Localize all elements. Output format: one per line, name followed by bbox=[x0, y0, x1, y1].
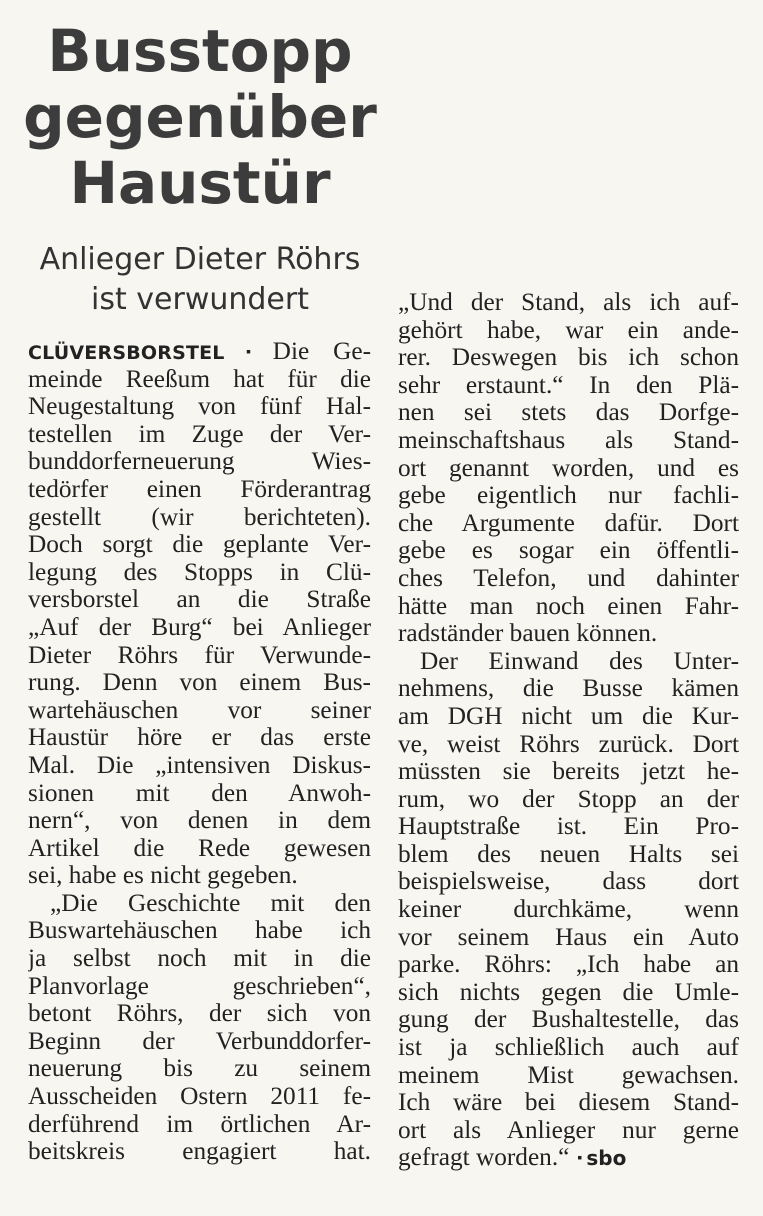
article-line-text: Der Einwand des Unter- bbox=[420, 647, 739, 675]
article-line bbox=[398, 1006, 739, 1034]
article-line bbox=[28, 366, 371, 394]
article-line-text: Ich wäre bei diesem Stand- bbox=[398, 1089, 739, 1117]
article-line-text: sionen mit den Anwoh- bbox=[28, 779, 371, 807]
article-line-text: derführend im örtlichen Ar- bbox=[28, 1110, 371, 1138]
article-line bbox=[28, 504, 371, 532]
article-line-text: Die Ge- bbox=[272, 338, 371, 365]
article-line bbox=[398, 593, 739, 621]
article-line bbox=[398, 1062, 739, 1090]
article-line bbox=[28, 614, 371, 642]
dateline: CLÜVERSBORSTEL bbox=[28, 342, 225, 364]
article-line bbox=[398, 675, 739, 703]
article-line-text: neuerung bis zu seinem bbox=[28, 1055, 371, 1083]
dateline-separator: ▪ bbox=[228, 345, 269, 360]
article-line bbox=[28, 780, 371, 808]
article-line bbox=[398, 1144, 739, 1172]
article-line-text: rung. Denn von einem Bus- bbox=[28, 669, 371, 697]
article-line bbox=[28, 1055, 371, 1083]
article-line bbox=[28, 476, 371, 504]
article-line-text: nen sei stets das Dorfge- bbox=[398, 399, 739, 427]
article-line-text: versborstel an die Straße bbox=[28, 586, 371, 614]
article-line bbox=[28, 890, 371, 918]
article-line-text: am DGH nicht um die Kur- bbox=[398, 702, 739, 730]
article-line-text: wartehäuschen vor seiner bbox=[28, 696, 371, 724]
article-line bbox=[28, 917, 371, 945]
article-line-text: legung des Stopps in Clü- bbox=[28, 558, 371, 586]
article-line-text: ja selbst noch mit in die bbox=[28, 945, 371, 973]
article-line bbox=[28, 752, 371, 780]
article-line bbox=[398, 537, 739, 565]
article-line-text: sich nichts gegen die Umle- bbox=[398, 978, 739, 1006]
article-line-text: „Die Geschichte mit den bbox=[50, 889, 371, 917]
article-line-text: che Argumente dafür. Dort bbox=[398, 509, 739, 537]
article-line bbox=[28, 1000, 371, 1028]
article-line-text: müssten sie bereits jetzt he- bbox=[398, 758, 739, 786]
article-line-text: ort genannt worden, und es bbox=[398, 454, 739, 482]
article-line bbox=[28, 531, 371, 559]
article-line-text: Artikel die Rede gewesen bbox=[28, 834, 371, 862]
subheadline-line: ist verwundert bbox=[91, 282, 309, 317]
headline-line: Busstopp bbox=[47, 17, 353, 85]
article-line-text: Planvorlage geschrieben“, bbox=[28, 972, 371, 1000]
article-line-text: Haustür höre er das erste bbox=[28, 724, 371, 752]
article-line bbox=[398, 648, 739, 676]
article-line bbox=[398, 924, 739, 952]
article-line bbox=[398, 620, 739, 648]
article-line bbox=[28, 1083, 371, 1111]
headline-line: gegenüber bbox=[23, 83, 377, 151]
article-column-right bbox=[398, 289, 739, 1172]
subheadline-line: Anlieger Dieter Röhrs bbox=[39, 242, 361, 277]
article-line bbox=[398, 979, 739, 1007]
article-line-text: beitskreis engagiert hat. bbox=[28, 1138, 371, 1166]
article-line bbox=[398, 372, 739, 400]
article-line bbox=[28, 448, 371, 476]
article-line-text: gestellt (wir berichteten). bbox=[28, 503, 371, 531]
article-line bbox=[28, 669, 371, 697]
article-line bbox=[398, 565, 739, 593]
article-line bbox=[28, 586, 371, 614]
article-line bbox=[398, 896, 739, 924]
article-line bbox=[398, 868, 739, 896]
article-line bbox=[28, 945, 371, 973]
article-line bbox=[28, 1028, 371, 1056]
article-line-text: gebe eigentlich nur fachli- bbox=[398, 482, 739, 510]
article-line-text: Neugestaltung von fünf Hal- bbox=[28, 393, 371, 421]
article-line bbox=[28, 724, 371, 752]
article-line-text: testellen im Zuge der Ver- bbox=[28, 420, 371, 448]
article-line bbox=[398, 510, 739, 538]
article-line-text: meinde Reeßum hat für die bbox=[28, 365, 371, 393]
article-line-text: meinschaftshaus als Stand- bbox=[398, 426, 739, 454]
article-line-text: Beginn der Verbunddorfer- bbox=[28, 1027, 371, 1055]
article-line-text: sei, habe es nicht gegeben. bbox=[28, 862, 298, 890]
article-line bbox=[398, 841, 739, 869]
article-line bbox=[398, 399, 739, 427]
article-line-text: Mal. Die „intensiven Diskus- bbox=[28, 751, 371, 779]
article-line bbox=[398, 1089, 739, 1117]
article-line bbox=[398, 317, 739, 345]
article-line bbox=[28, 973, 371, 1001]
article-line-text: Hauptstraße ist. Ein Pro- bbox=[398, 813, 739, 841]
article-line bbox=[398, 482, 739, 510]
author-signature: sbo bbox=[586, 1146, 627, 1171]
article-line-text: tedörfer einen Förderantrag bbox=[28, 475, 371, 503]
article-line-text: Ausscheiden Ostern 2011 fe- bbox=[28, 1083, 371, 1111]
article-line-text: meinem Mist gewachsen. bbox=[398, 1061, 739, 1089]
article-line-text: betont Röhrs, der sich von bbox=[28, 1000, 371, 1028]
article-line-text: gehört habe, war ein ande- bbox=[398, 316, 739, 344]
article-line bbox=[398, 758, 739, 786]
article-line-text: beispielsweise, dass dort bbox=[398, 868, 739, 896]
article-line-text: ist ja schließlich auch auf bbox=[398, 1034, 739, 1062]
article-line-text: Buswartehäuschen habe ich bbox=[28, 917, 371, 945]
article-line-text: rer. Deswegen bis ich schon bbox=[398, 344, 739, 372]
article-line-text: sehr erstaunt.“ In den Plä- bbox=[398, 371, 739, 399]
article-line-text: nehmens, die Busse kämen bbox=[398, 675, 739, 703]
article-line bbox=[398, 289, 739, 317]
article-line bbox=[28, 697, 371, 725]
article-line bbox=[28, 559, 371, 587]
article-line-text: Doch sorgt die geplante Ver- bbox=[28, 531, 371, 559]
article-line-text: blem des neuen Halts sei bbox=[398, 840, 739, 868]
article-line bbox=[28, 338, 371, 366]
article-line bbox=[398, 344, 739, 372]
article-line bbox=[28, 393, 371, 421]
article-line bbox=[398, 1034, 739, 1062]
article-line-text: „Auf der Burg“ bei Anlieger bbox=[28, 613, 371, 641]
article-line bbox=[28, 835, 371, 863]
article-line bbox=[28, 642, 371, 670]
article-line-text: „Und der Stand, als ich auf- bbox=[398, 289, 739, 316]
article-line bbox=[398, 813, 739, 841]
article-line bbox=[28, 862, 371, 890]
article-line-text: gebe es sogar ein öffentli- bbox=[398, 537, 739, 565]
article-line-text: nern“, von denen in dem bbox=[28, 807, 371, 835]
article-line bbox=[398, 951, 739, 979]
article-line-text: Dieter Röhrs für Verwunde- bbox=[28, 641, 371, 669]
article-line-text: hätte man noch einen Fahr- bbox=[398, 592, 739, 620]
article-line-text: rum, wo der Stopp an der bbox=[398, 785, 739, 813]
subheadline bbox=[20, 240, 380, 320]
article-line-text: bunddorferneuerung Wies- bbox=[28, 448, 371, 476]
article-line-text: radständer bauen können. bbox=[398, 620, 658, 648]
article-line-text: keiner durchkäme, wenn bbox=[398, 896, 739, 924]
article-line bbox=[28, 421, 371, 449]
article-line bbox=[398, 427, 739, 455]
article-line bbox=[398, 455, 739, 483]
article-line-text: ort als Anlieger nur gerne bbox=[398, 1116, 739, 1144]
article-line-text: ches Telefon, und dahinter bbox=[398, 564, 739, 592]
article-line bbox=[398, 731, 739, 759]
article-line-text: parke. Röhrs: „Ich habe an bbox=[398, 951, 739, 979]
headline bbox=[20, 18, 380, 216]
article-line-text: vor seinem Haus ein Auto bbox=[398, 923, 739, 951]
article-line-text: gung der Bushaltestelle, das bbox=[398, 1006, 739, 1034]
article-line bbox=[398, 786, 739, 814]
article-line bbox=[28, 807, 371, 835]
article-line-text: ve, weist Röhrs zurück. Dort bbox=[398, 730, 739, 758]
article-line bbox=[28, 1111, 371, 1139]
headline-line: Haustür bbox=[69, 149, 331, 217]
signature-marker: ▪ bbox=[577, 1151, 583, 1167]
article-line bbox=[398, 1117, 739, 1145]
article-column-left bbox=[28, 338, 371, 1166]
article-line-text: gefragt worden.“ bbox=[398, 1144, 570, 1172]
article-line bbox=[28, 1138, 371, 1166]
article-line bbox=[398, 703, 739, 731]
